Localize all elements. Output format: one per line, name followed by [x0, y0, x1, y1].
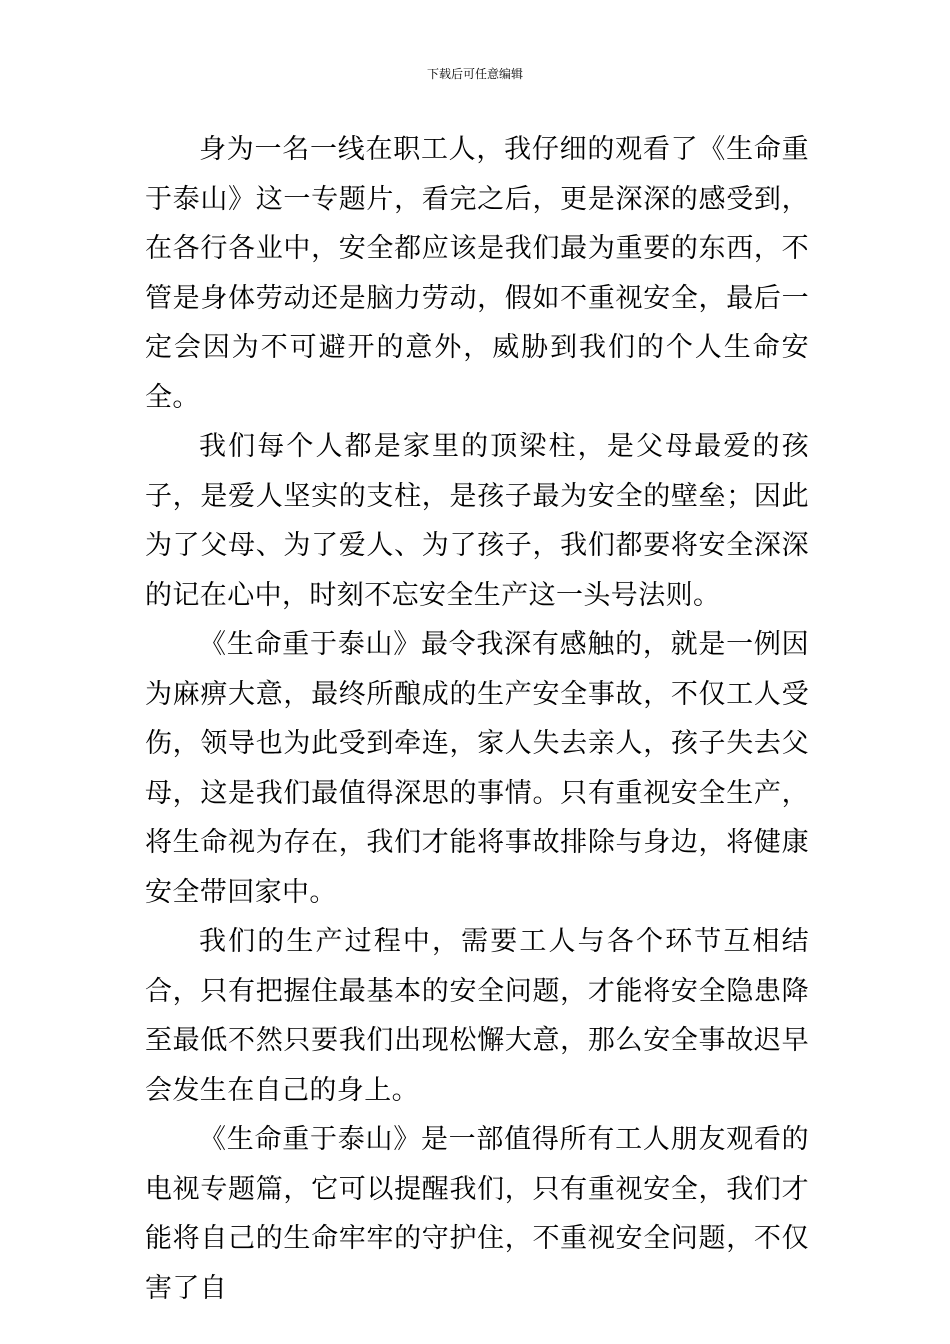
paragraph-1: 身为一名一线在职工人，我仔细的观看了《生命重于泰山》这一专题片，看完之后，更是深深的感受到，在各行各业中，安全都应该是我们最为重要的东西，不管是身体劳动还是脑力劳动，假如不重视安全，最后一定会因为不可避开的意外，威胁到我们的个人生命安全。	[145, 134, 809, 413]
paragraph-2: 我们每个人都是家里的顶梁柱，是父母最爱的孩子，是爱人坚实的支柱，是孩子最为安全的壁垒；因此为了父母、为了爱人、为了孩子，我们都要将安全深深的记在心中，时刻不忘安全生产这一头号法则。	[145, 431, 809, 611]
paragraph-3: 《生命重于泰山》最令我深有感触的，就是一例因为麻痹大意，最终所酿成的生产安全事故，不仅工人受伤，领导也为此受到牵连，家人失去亲人，孩子失去父母，这是我们最值得深思的事情。只有重视安全生产，将生命视为存在，我们才能将事故排除与身边，将健康安全带回家中。	[145, 629, 809, 908]
header-note: 下载后可任意编辑	[426, 67, 523, 81]
paragraph-4: 我们的生产过程中，需要工人与各个环节互相结合，只有把握住最基本的安全问题，才能将安全隐患降至最低不然只要我们出现松懈大意，那么安全事故迟早会发生在自己的身上。	[145, 926, 809, 1106]
document-body	[145, 125, 809, 1313]
paragraph-5: 《生命重于泰山》是一部值得所有工人朋友观看的电视专题篇，它可以提醒我们，只有重视安全，我们才能将自己的生命牢牢的守护住，不重视安全问题，不仅害了自	[145, 1124, 809, 1304]
